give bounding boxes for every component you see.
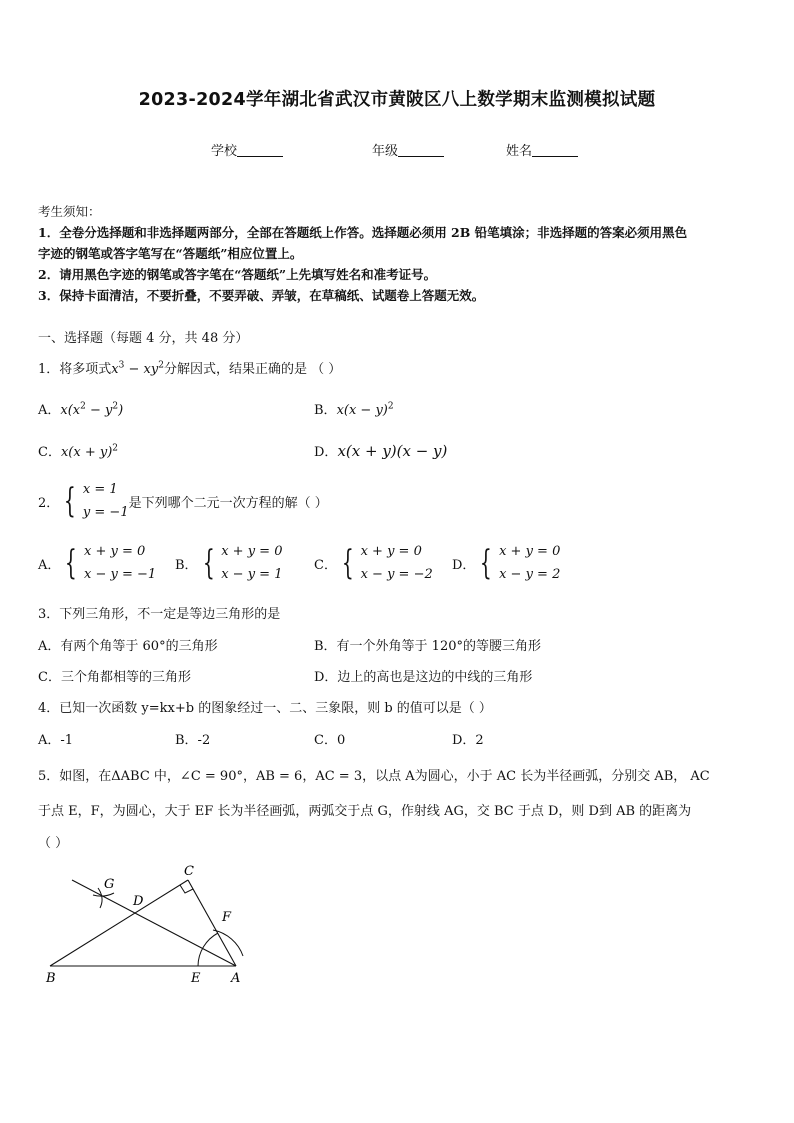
triangle-figure [38, 858, 268, 988]
brace-icon: { [480, 543, 493, 583]
name-field [506, 140, 578, 159]
q3-option-d: D．边上的高也是这边的中线的三角形 [314, 670, 533, 685]
name-label: 姓名 [506, 144, 533, 159]
q1-option-b: B．$x(x - y)^2$ [314, 401, 394, 418]
q4-option-b: B．-2 [175, 733, 211, 748]
arc-g1 [98, 888, 102, 908]
label-g: G [104, 877, 115, 892]
segment-bc [50, 880, 188, 966]
brace-icon: { [65, 543, 78, 583]
q2-option-b: B． { x + y = 0 x − y = 1 [175, 543, 283, 583]
notice-item-2: 2．请用黑色字迹的钢笔或答字笔在“答题纸”上先填写姓名和准考证号。 [38, 267, 437, 282]
label-b: B [46, 971, 56, 986]
q1-option-c: C．$x(x + y)^2$ [38, 443, 118, 460]
brace-icon: { [341, 543, 354, 583]
section-heading: 一、选择题（每题 4 分，共 48 分） [38, 331, 249, 346]
q3-option-a: A．有两个角等于 60°的三角形 [38, 639, 218, 654]
name-blank [532, 143, 578, 157]
label-d: D [133, 894, 144, 909]
q2-option-c: C． { x + y = 0 x − y = −2 [314, 543, 433, 583]
q4-option-a: A．-1 [38, 733, 74, 748]
school-field [211, 140, 283, 159]
notice-item-3: 3．保持卡面清洁，不要折叠，不要弄破、弄皱，在草稿纸、试题卷上答题无效。 [38, 288, 485, 303]
question-3: 3．下列三角形，不一定是等边三角形的是 [38, 607, 281, 622]
question-4: 4．已知一次函数 y=kx+b 的图象经过一、二、三象限，则 b 的值可以是（ ） [38, 701, 492, 716]
q2-option-d: D． { x + y = 0 x − y = 2 [452, 543, 561, 583]
brace-icon: { [202, 543, 215, 583]
brace-icon: { [64, 481, 77, 521]
school-blank [237, 143, 283, 157]
q4-option-c: C．0 [314, 733, 346, 748]
q2-option-a: A． { x + y = 0 x − y = −1 [38, 543, 157, 583]
school-label: 学校 [211, 144, 238, 159]
question-1: 1．将多项式$x^3 - xy^2$分解因式，结果正确的是 （ ） [38, 360, 342, 377]
grade-field [372, 140, 444, 159]
q4-option-d: D．2 [452, 733, 484, 748]
label-c: C [184, 864, 194, 879]
question-5-line2: 于点 E，F，为圆心，大于 EF 长为半径画弧，两弧交于点 G，作射线 AG，交 BC 于点 D，则 D到 AB 的距离为 [38, 804, 692, 819]
q3-option-c: C．三个角都相等的三角形 [38, 670, 191, 685]
label-e: E [191, 971, 201, 986]
arc-g2 [93, 893, 114, 896]
q3-option-b: B．有一个外角等于 120°的等腰三角形 [314, 639, 541, 654]
notice-item-1-line2: 字迹的钢笔或答字笔写在“答题纸”相应位置上。 [38, 246, 303, 261]
q1-option-a: A．$x(x^2 - y^2)$ [38, 401, 124, 418]
notice-heading: 考生须知： [38, 204, 101, 219]
grade-blank [398, 143, 444, 157]
label-a: A [231, 971, 241, 986]
arc-ef [198, 933, 218, 966]
question-5-line1: 5．如图，在ΔABC 中，∠C = 90°，AB = 6，AC = 3，以点 A为圆心，小于 AC 长为半径画弧，分别交 AB， AC [38, 769, 710, 784]
question-2: 2． { x = 1 y = −1 是下列哪个二元一次方程的解（ ） [38, 481, 328, 521]
grade-label: 年级 [372, 144, 399, 159]
question-5-line3: （ ） [38, 836, 69, 851]
label-f: F [222, 910, 232, 925]
q1-option-d: D．x(x + y)(x − y) [314, 442, 448, 460]
page-title: 2023-2024学年湖北省武汉市黄陂区八上数学期末监测模拟试题 [138, 90, 656, 110]
notice-item-1-line1: 1．全卷分选择题和非选择题两部分，全部在答题纸上作答。选择题必须用 2B 铅笔填涂；非选择题的答案必须用黑色 [38, 225, 688, 240]
